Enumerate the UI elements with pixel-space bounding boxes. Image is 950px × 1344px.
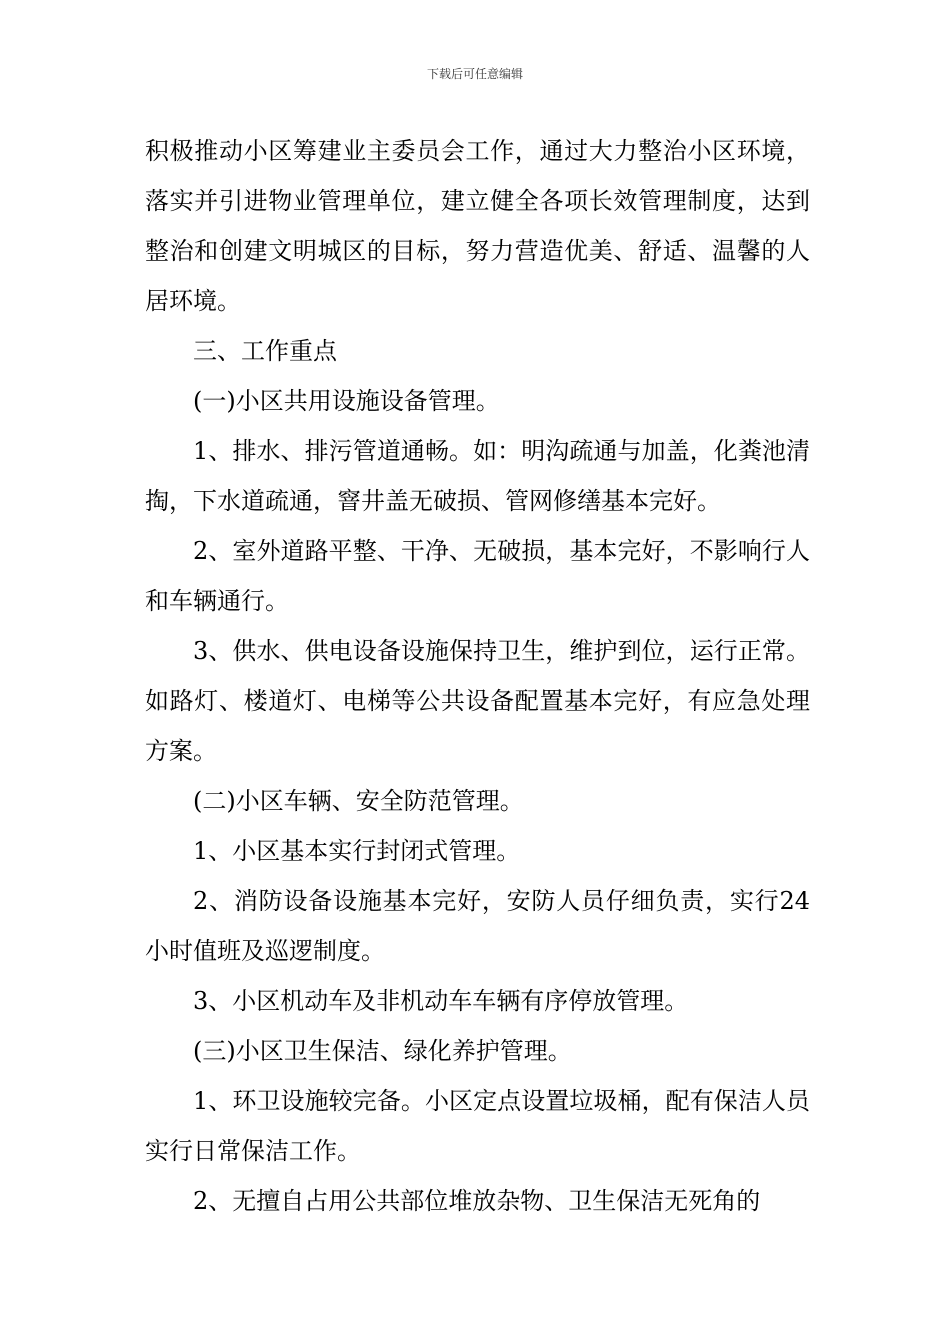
list-item-closed-management: 1、小区基本实行封闭式管理。 xyxy=(193,837,521,865)
paragraph-1: 积极推动小区筹建业主委员会工作，通过大力整治小区环境，落实并引进物业管理单位，建立健全各项长效管理制度，达到整治和创建文明城区的目标，努力营造优美、舒适、温馨的人居环境。 xyxy=(145,137,810,315)
list-item-roads: 2、室外道路平整、干净、无破损，基本完好，不影响行人和车辆通行。 xyxy=(145,537,810,615)
subsection-heading-sanitation-greening: (三)小区卫生保洁、绿化养护管理。 xyxy=(193,1037,572,1065)
page-header: 下载后可任意编辑 xyxy=(426,67,523,81)
subsection-heading-facilities: (一)小区共用设施设备管理。 xyxy=(193,387,500,415)
list-item-drainage: 1、排水、排污管道通畅。如：明沟疏通与加盖，化粪池清掏，下水道疏通，窨井盖无破损、管网修缮基本完好。 xyxy=(145,437,810,515)
list-item-sanitation-facilities: 1、环卫设施较完备。小区定点设置垃圾桶，配有保洁人员实行日常保洁工作。 xyxy=(145,1087,810,1165)
document-body xyxy=(145,126,810,1226)
list-item-water-power: 3、供水、供电设备设施保持卫生，维护到位，运行正常。如路灯、楼道灯、电梯等公共设备配置基本完好，有应急处理方案。 xyxy=(145,637,810,765)
list-item-fire-safety: 2、消防设备设施基本完好，安防人员仔细负责，实行24小时值班及巡逻制度。 xyxy=(145,887,810,965)
section-heading-work-focus: 三、工作重点 xyxy=(193,337,337,365)
subsection-heading-vehicles-security: (二)小区车辆、安全防范管理。 xyxy=(193,787,524,815)
list-item-public-areas: 2、无擅自占用公共部位堆放杂物、卫生保洁无死角的 xyxy=(193,1187,761,1215)
list-item-parking: 3、小区机动车及非机动车车辆有序停放管理。 xyxy=(193,987,689,1015)
